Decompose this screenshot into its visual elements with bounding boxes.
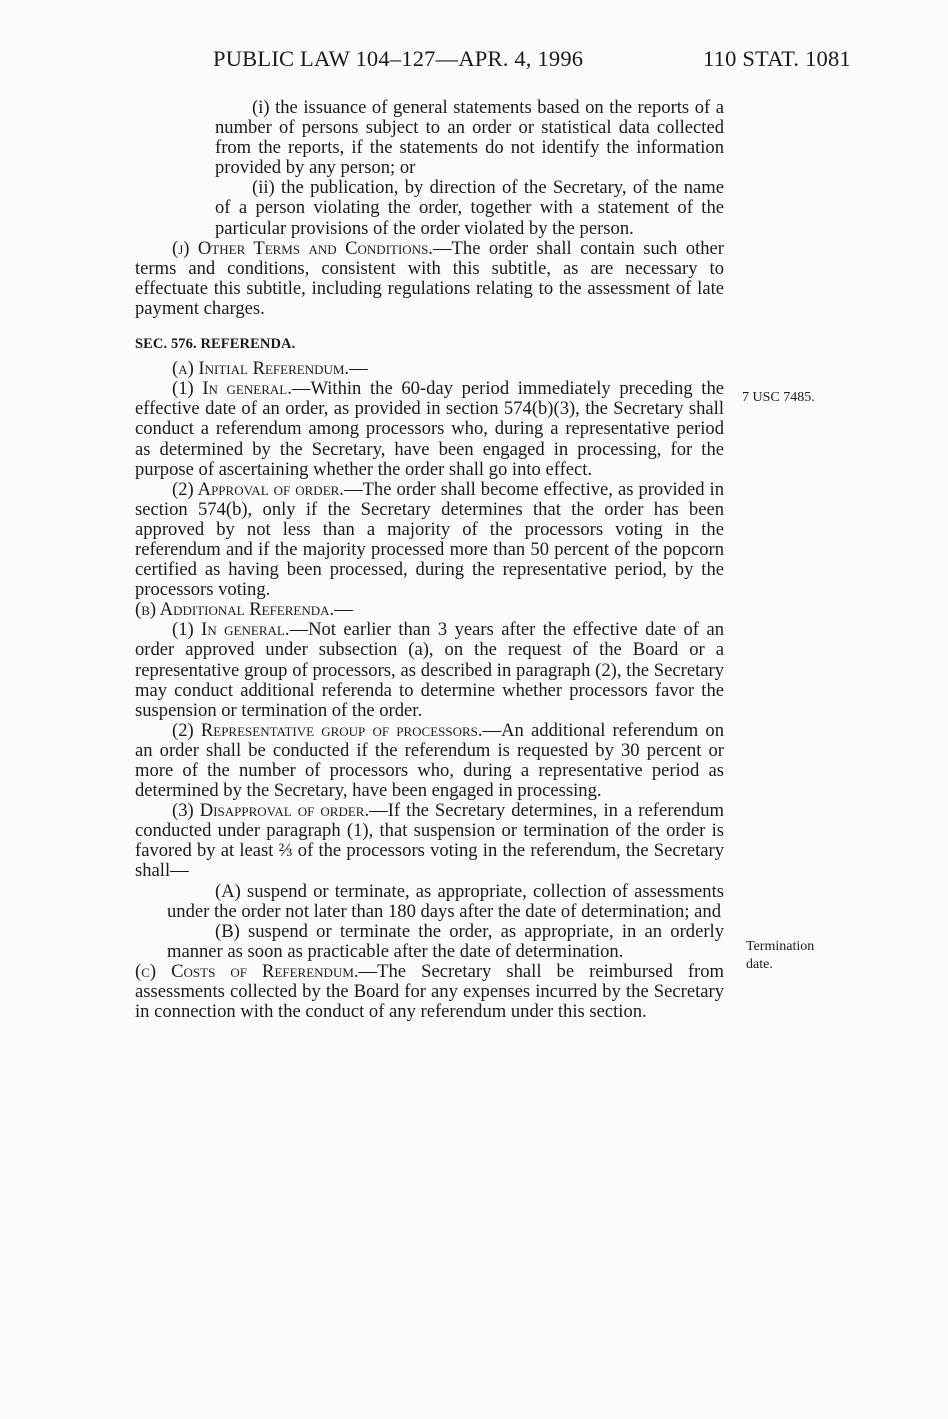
section-heading: SEC. 576. REFERENDA. bbox=[135, 336, 296, 353]
paragraph-a1-text: —Within the 60-day period immediately preceding the effective date of an order, as provided in section 574(b)(3), the Secretary shall conduct a referendum among processors who, during a representative period as determined by the Secretary, have been engaged in processing, for the purpose of ascertaining whether the order shall go into effect. bbox=[135, 378, 724, 480]
paragraph-b3-text: —If the Secretary determines, in a referendum conducted under paragraph (1), that suspension or termination of the order is favored by at least ⅔ of the processors voting in the referendum, the Secretary shall— bbox=[135, 800, 724, 882]
paragraph-b1-text: —Not earlier than 3 years after the effective date of an order approved under subsection (a), on the request of the Board or a representative group of processors, as described in paragraph (2), the Secretary may conduct additional referenda to determine whether processors favor the suspension or termination of the order. bbox=[135, 619, 724, 721]
subsection-c-heading: (c) Costs of Referendum. bbox=[135, 960, 359, 982]
subsection-a-dash: — bbox=[349, 358, 368, 380]
paragraph-a1-inner bbox=[135, 378, 724, 479]
clause-i: (i) the issuance of general statements based on the reports of a number of persons subject to an order or statistical data collected from the reports, if the statements do not identify the information provided by any person; or bbox=[215, 97, 724, 179]
subsection-j-text: —The order shall contain such other terms and conditions, consistent with this subtitle, as are necessary to effectuate this subtitle, including regulations relating to the assessment of late payment charges. bbox=[135, 237, 724, 319]
paragraph-a1-heading: (1) In general. bbox=[172, 378, 292, 400]
paragraph-b2 bbox=[135, 721, 724, 801]
paragraph-b1 bbox=[135, 620, 724, 720]
subsection-j-heading: (j) Other Terms and Conditions. bbox=[172, 237, 433, 259]
subsection-b-label: (b) Additional Referenda. bbox=[135, 599, 335, 621]
subsection-b-heading bbox=[135, 600, 724, 620]
paragraph-a2-text: —The order shall become effective, as provided in section 574(b), only if the Secretary determines that the order has been approved by not less than a majority of the processors voting in the referendum and if the majority processed more than 50 percent of the popcorn certified as having been processed, during the representative period, by the processors voting. bbox=[135, 478, 724, 601]
subsection-c-text: —The Secretary shall be reimbursed from assessments collected by the Board for any expenses incurred by the Secretary in connection with the conduct of any referendum under this section. bbox=[135, 960, 724, 1023]
paragraph-a2-heading: (2) Approval of order. bbox=[172, 478, 344, 500]
subsection-j bbox=[135, 239, 724, 319]
margin-note-termination: Termination date. bbox=[746, 939, 815, 972]
subparagraph-A: (A) suspend or terminate, as appropriate, collection of assessments under the order not later than 180 days after the date of determination; and bbox=[167, 880, 724, 922]
paragraph-b2-heading: (2) Representative group of processors. bbox=[172, 719, 483, 741]
paragraph-b1-heading: (1) In general. bbox=[172, 619, 290, 641]
paragraph-b3-heading: (3) Disapproval of order. bbox=[172, 800, 370, 822]
subsection-a-label: (a) Initial Referendum. bbox=[172, 358, 350, 380]
running-header-title: PUBLIC LAW 104–127—APR. 4, 1996 bbox=[213, 46, 584, 71]
paragraph-a2 bbox=[135, 480, 724, 601]
document-body bbox=[135, 98, 724, 1022]
paragraph-b3 bbox=[135, 801, 724, 881]
subsection-b-dash: — bbox=[334, 599, 353, 621]
subsection-c bbox=[135, 962, 724, 1022]
margin-note-usc: 7 USC 7485. bbox=[742, 390, 815, 405]
paragraph-a1 bbox=[135, 379, 724, 479]
running-header-page: 110 STAT. 1081 bbox=[703, 46, 851, 71]
subparagraph-B: (B) suspend or terminate the order, as appropriate, in an orderly manner as soon as practicable after the date of determination. bbox=[167, 920, 724, 962]
paragraph-b2-text: —An additional referendum on an order shall be conducted if the referendum is requested by 30 percent or more of the number of processors who, during a representative period as determined by the Secretary, have been engaged in processing. bbox=[135, 719, 724, 802]
clause-ii: (ii) the publication, by direction of the Secretary, of the name of a person violating the order, together with a statement of the particular provisions of the order violated by the person. bbox=[215, 177, 724, 239]
subsection-a-heading bbox=[135, 359, 724, 379]
